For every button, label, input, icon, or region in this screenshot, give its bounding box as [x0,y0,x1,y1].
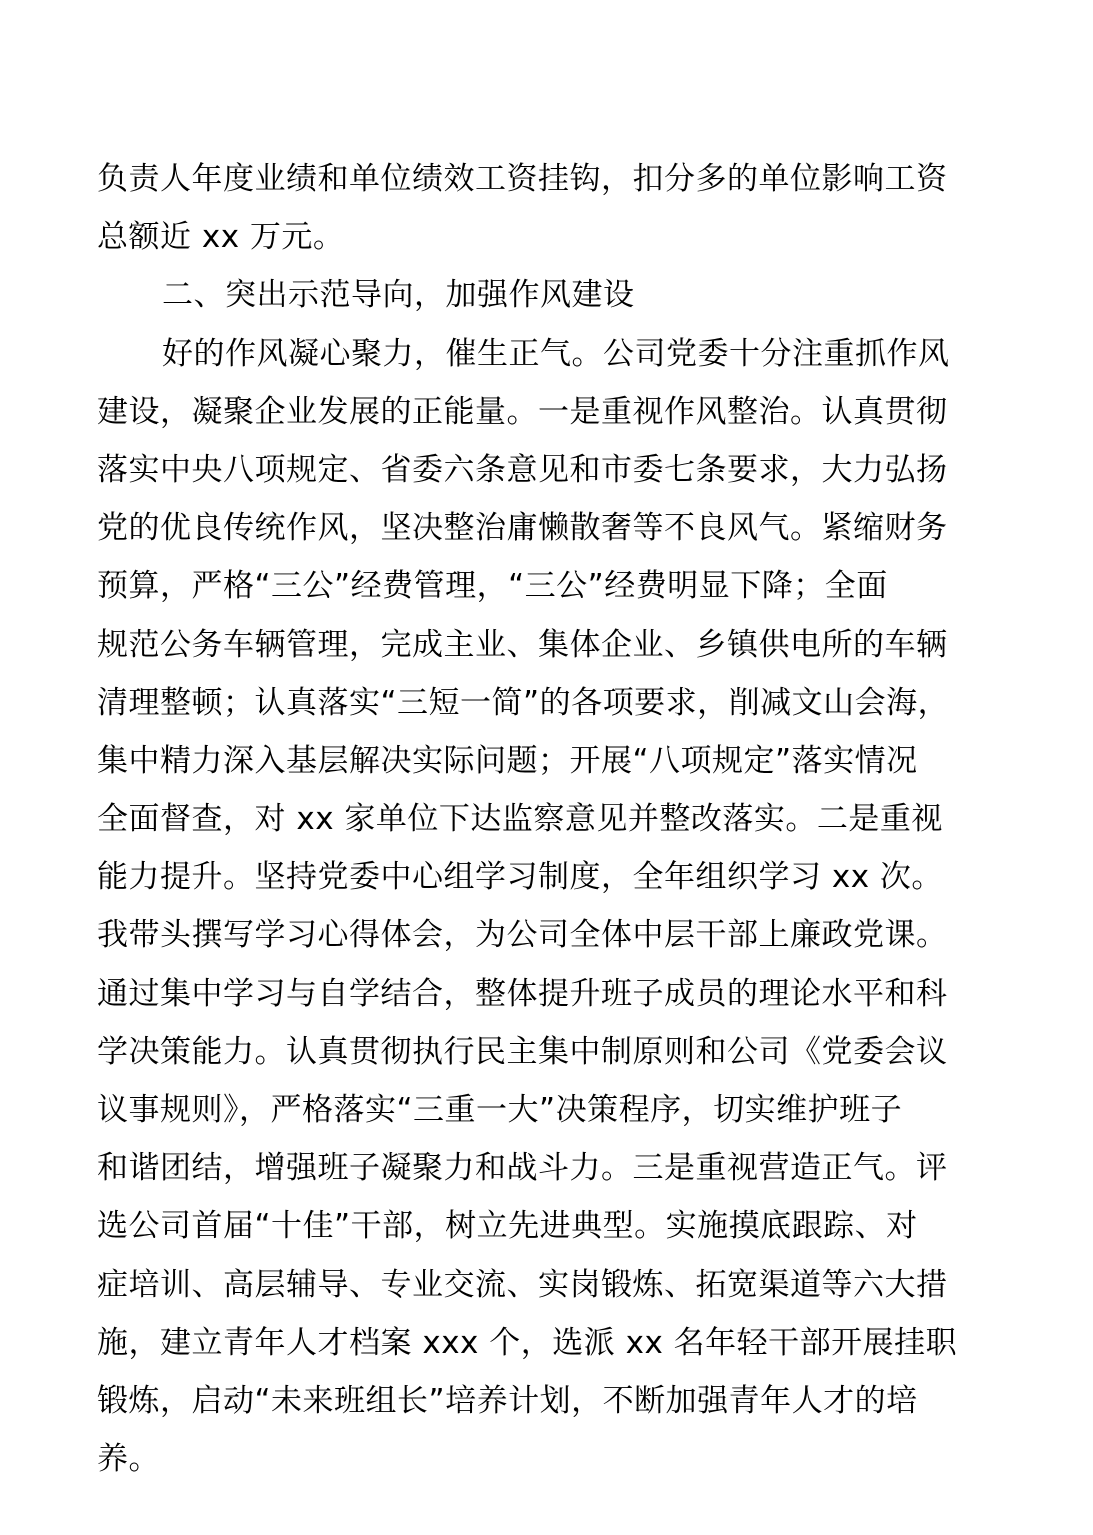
text-line: 议事规则》，严格落实“三重一大”决策程序，切实维护班子 [97,1092,903,1128]
text-line: 选公司首届“十佳”干部，树立先进典型。实施摸底跟踪、对 [97,1208,918,1245]
text-line: 学决策能力。认真贯彻执行民主集中制原则和公司《党委会议 [97,1033,948,1070]
text-line: 清理整顿；认真落实“三短一简”的各项要求，削减文山会海， [97,684,950,721]
text-line: 和谐团结，增强班子凝聚力和战斗力。三是重视营造正气。评 [97,1150,948,1187]
text-line: 集中精力深入基层解决实际问题；开展“八项规定”落实情况 [97,742,918,779]
text-line: 全面督查，对 xx 家单位下达监察意见并整改落实。二是重视 [97,801,943,838]
text-line: 症培训、高层辅导、专业交流、实岗锻炼、拓宽渠道等六大措 [97,1266,948,1303]
body-text [97,150,1017,1488]
text-line: 锻炼，启动“未来班组长”培养计划，不断加强青年人才的培 [97,1382,918,1419]
text-line: 落实中央八项规定、省委六条意见和市委七条要求，大力弘扬 [97,451,948,488]
text-line: 预算，严格“三公”经费管理，“三公”经费明显下降；全面 [97,568,888,605]
text-line: 我带头撰写学习心得体会，为公司全体中层干部上廉政党课。 [97,917,948,954]
text-line: 施，建立青年人才档案 xxx 个，选派 xx 名年轻干部开展挂职 [97,1324,958,1361]
text-line: 规范公务车辆管理，完成主业、集体企业、乡镇供电所的车辆 [97,626,948,663]
text-line: 总额近 xx 万元。 [97,219,345,256]
text-line: 好的作风凝心聚力，催生正气。公司党委十分注重抓作风 [162,335,950,372]
text-line: 能力提升。坚持党委中心组学习制度，全年组织学习 xx 次。 [97,859,943,896]
text-line: 养。 [97,1441,160,1478]
text-line: 负责人年度业绩和单位绩效工资挂钩，扣分多的单位影响工资 [97,161,948,197]
section-heading: 二、突出示范导向，加强作风建设 [162,277,635,314]
text-line: 通过集中学习与自学结合，整体提升班子成员的理论水平和科 [97,975,948,1012]
text-line: 党的优良传统作风，坚决整治庸懒散奢等不良风气。紧缩财务 [97,510,948,547]
text-line: 建设，凝聚企业发展的正能量。一是重视作风整治。认真贯彻 [97,393,948,430]
